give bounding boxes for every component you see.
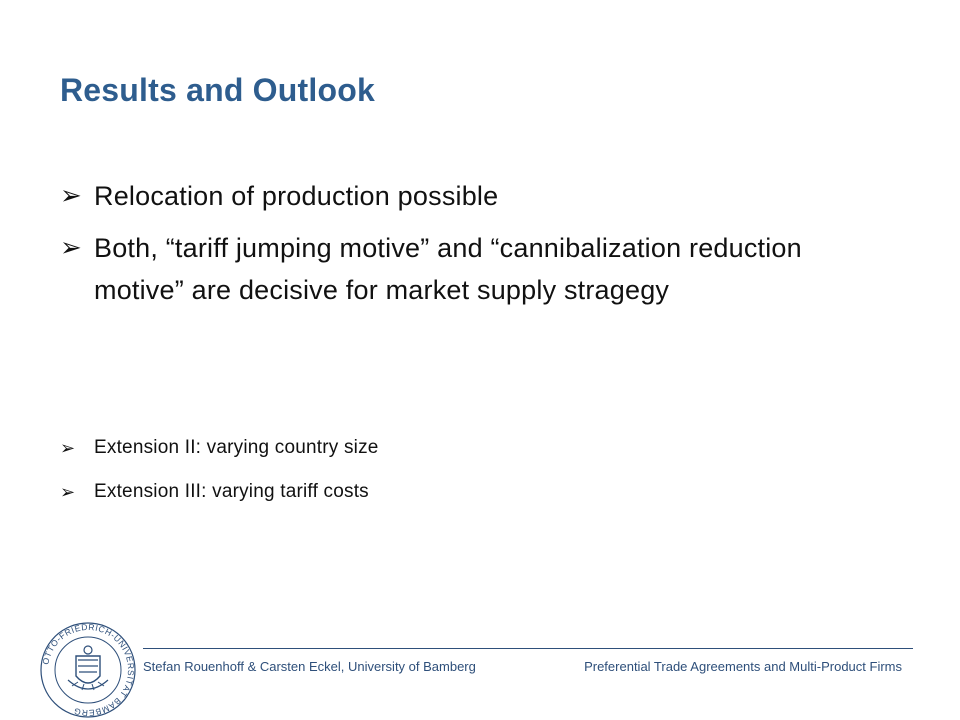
minor-bullet-list: [60, 432, 820, 508]
list-item: [60, 227, 820, 311]
university-seal-logo: [38, 620, 138, 720]
bullet-text: Extension II: varying country size: [94, 437, 379, 458]
footer-divider: [143, 648, 913, 649]
bullet-text: Both, “tariff jumping motive” and “cannibalization reduction motive” are decisive for market supply stragegy: [94, 233, 802, 305]
bullet-text: Extension III: varying tariff costs: [94, 481, 369, 502]
arrow-bullet-icon: ➢: [60, 180, 82, 210]
arrow-bullet-icon: ➢: [60, 482, 76, 502]
svg-text:OTTO-FRIEDRICH-UNIVERSITÄT BAM: OTTO-FRIEDRICH-UNIVERSITÄT BAMBERG: [40, 621, 137, 719]
list-item: [60, 476, 820, 508]
slide-title: Results and Outlook: [60, 72, 375, 108]
list-item: [60, 175, 820, 217]
footer-authors: Stefan Rouenhoff & Carsten Eckel, University of Bamberg: [143, 659, 476, 674]
main-bullet-list: [60, 175, 820, 311]
footer-presentation-title: Preferential Trade Agreements and Multi-Product Firms: [584, 659, 902, 674]
arrow-bullet-icon: ➢: [60, 232, 82, 262]
arrow-bullet-icon: ➢: [60, 438, 76, 458]
bullet-text: Relocation of production possible: [94, 181, 499, 211]
list-item: [60, 432, 820, 464]
